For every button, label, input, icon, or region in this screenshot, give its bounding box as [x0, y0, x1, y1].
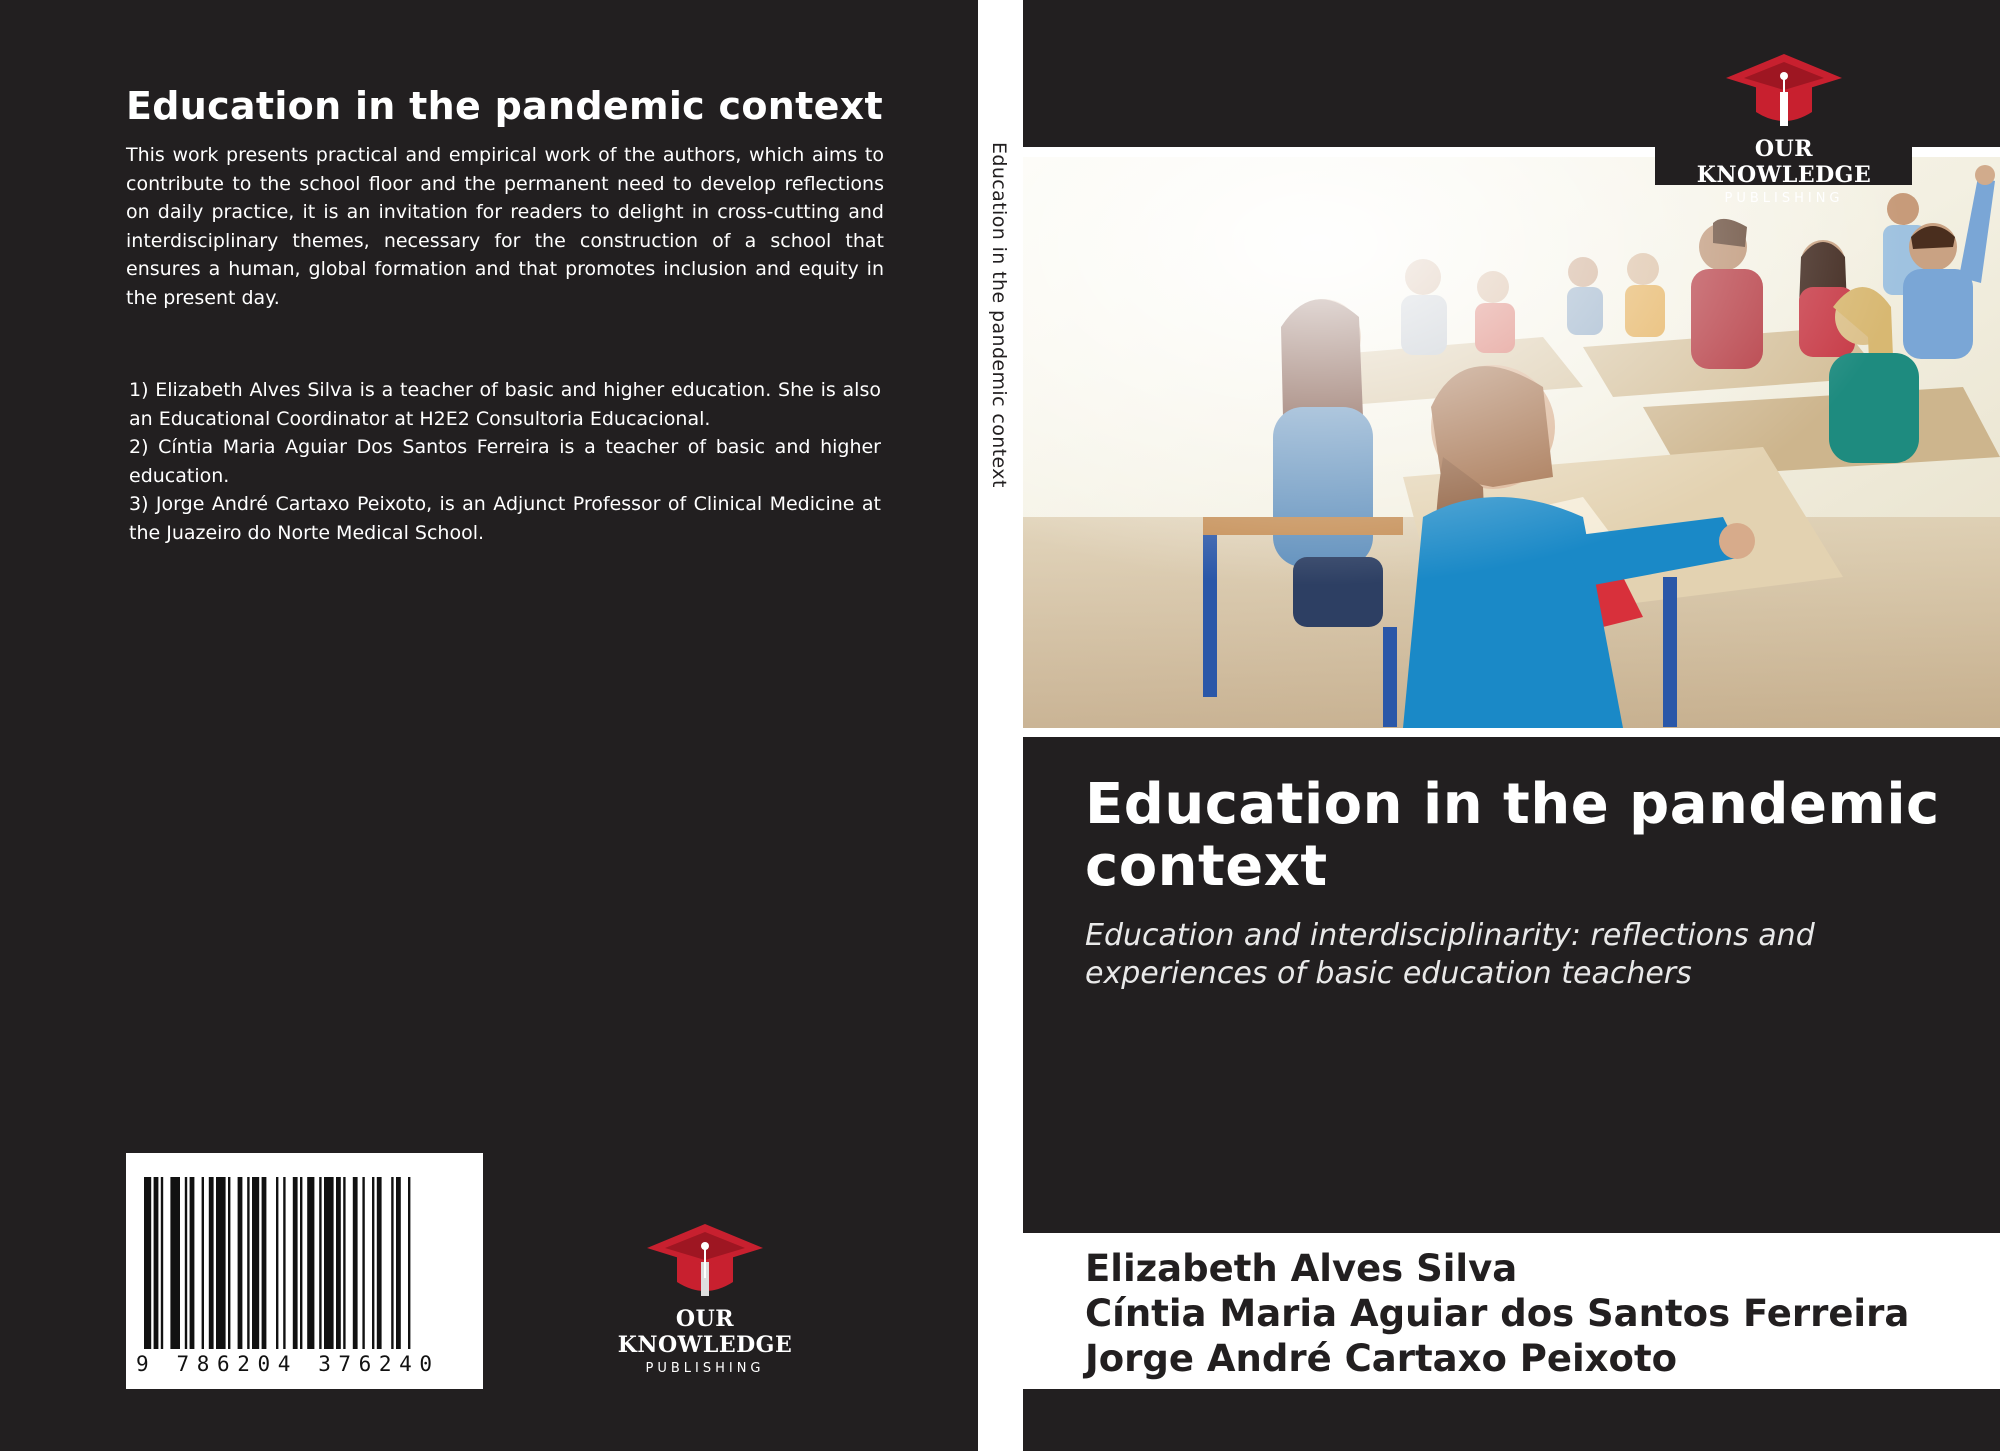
front-publisher-logo [1669, 52, 1899, 206]
publisher-name: OUR KNOWLEDGE [1696, 136, 1872, 188]
publisher-tagline: PUBLISHING [645, 1361, 765, 1376]
author-note-3: 3) Jorge André Cartaxo Peixoto, is an Adjunct Professor of Clinical Medicine at the Juazeiro do Norte Medical School. [129, 493, 881, 544]
publisher-name: OUR KNOWLEDGE [617, 1306, 793, 1358]
author-note-1: 1) Elizabeth Alves Silva is a teacher of basic and higher education. She is also an Educational Coordinator at H2E2 Consultoria Educacional. [129, 379, 881, 430]
graduation-cap-icon [645, 1222, 765, 1300]
cover-photo [1023, 157, 2000, 728]
author-note-2: 2) Cíntia Maria Aguiar Dos Santos Ferreira is a teacher of basic and higher education. [129, 436, 881, 487]
author-notes [129, 376, 881, 547]
back-cover-title: Education in the pandemic context [126, 84, 883, 128]
isbn-barcode [126, 1153, 483, 1389]
graduation-cap-icon [1724, 52, 1844, 130]
front-cover-title: Education in the pandemic context [1085, 772, 1940, 899]
front-bottom-band [1023, 1389, 2000, 1451]
front-title-panel [1023, 737, 2000, 1233]
author-name-1: Elizabeth Alves Silva [1085, 1247, 1518, 1290]
spine-title: Education in the pandemic context [988, 142, 1010, 488]
back-publisher-logo [590, 1222, 820, 1376]
publisher-tagline: PUBLISHING [1724, 191, 1844, 206]
author-name-3: Jorge André Cartaxo Peixoto [1085, 1337, 1678, 1380]
author-name-2: Cíntia Maria Aguiar dos Santos Ferreira [1085, 1292, 1910, 1335]
front-logo-panel [1655, 0, 1912, 206]
front-cover [1023, 0, 2000, 1451]
front-cover-subtitle: Education and interdisciplinarity: reflections and experiences of basic education teachers [1085, 918, 1815, 991]
authors-band [1023, 1233, 2000, 1389]
barcode-bars [144, 1177, 466, 1357]
back-cover-blurb: This work presents practical and empirical work of the authors, which aims to contribute to the school floor and the permanent need to develop reflections on daily practice, it is an invitation for readers to delight in cross-cutting and interdisciplinary themes, necessary for the construction of a school that ensures a human, global formation and that promotes inclusion and equity in the present day. [126, 144, 884, 309]
isbn-digits: 9 786204 376240 [136, 1352, 440, 1376]
back-cover [0, 0, 978, 1451]
classroom-students-photo [1023, 157, 2000, 728]
